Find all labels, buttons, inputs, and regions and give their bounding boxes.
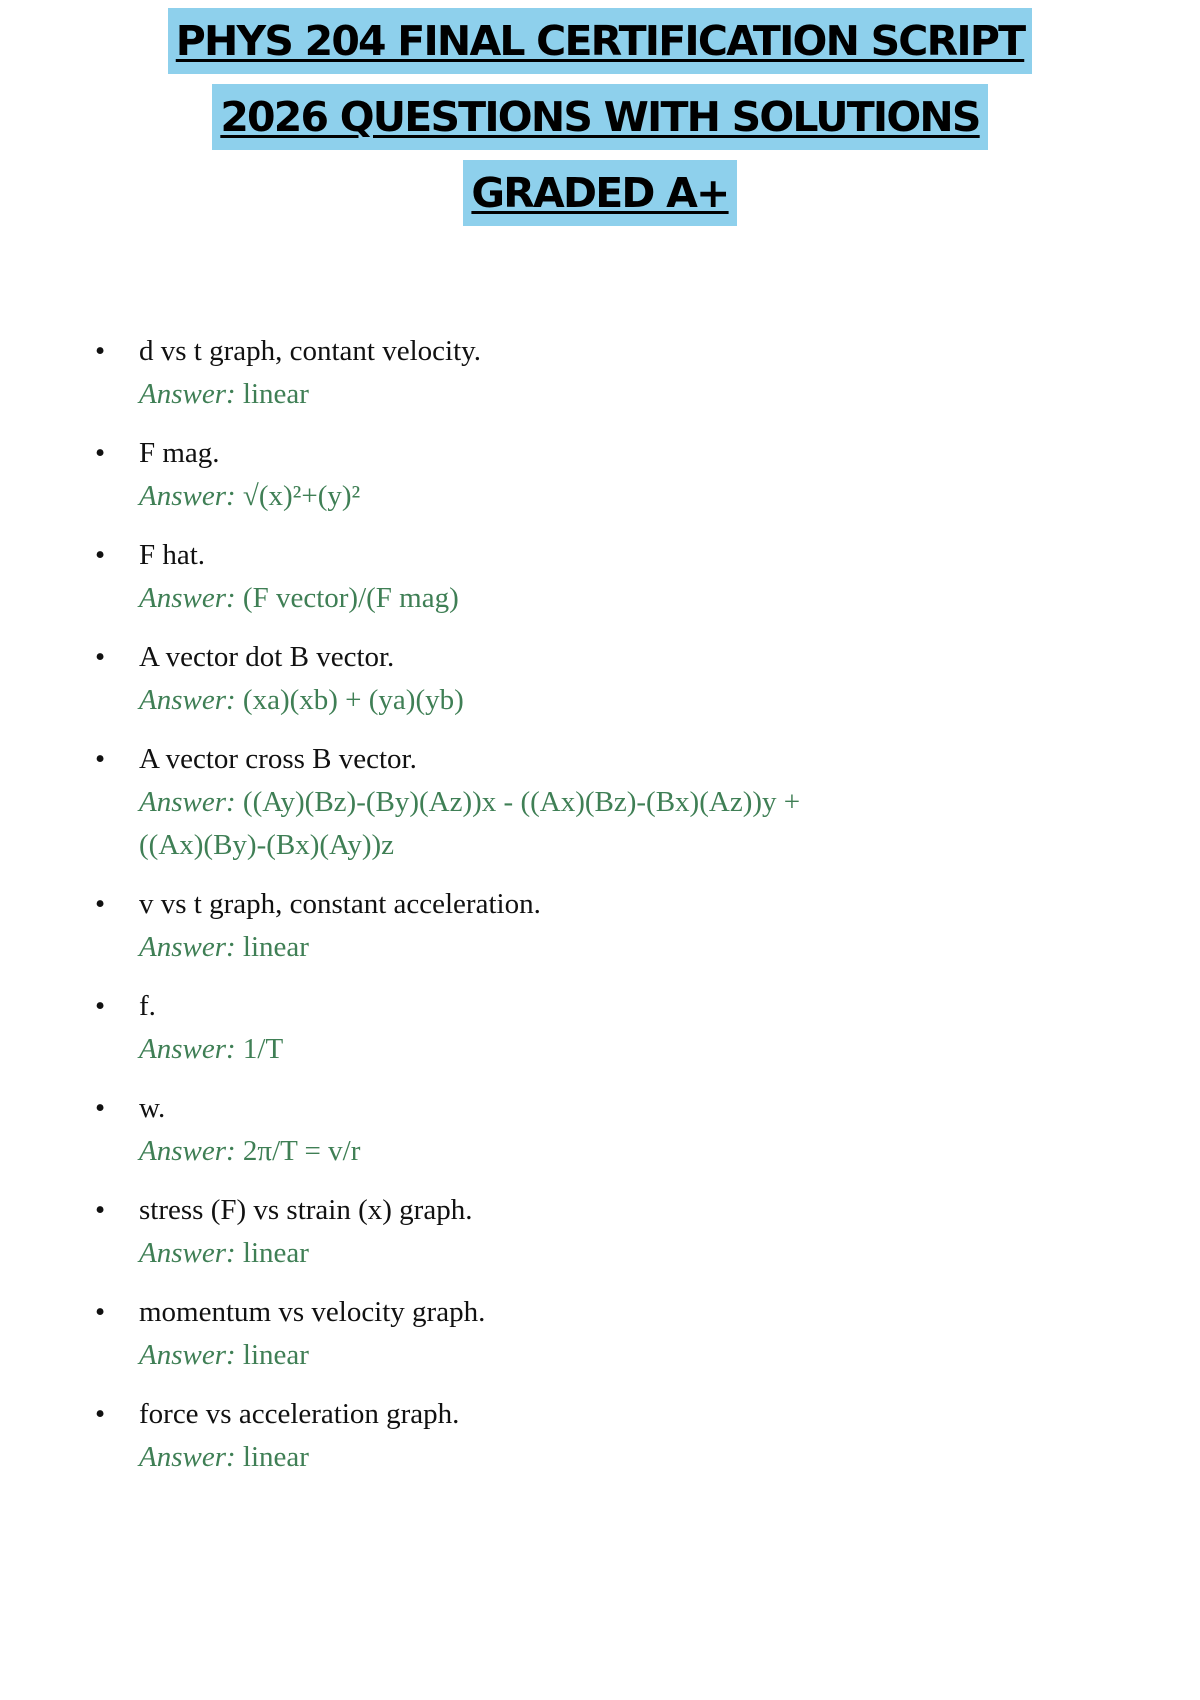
answer-line [139, 373, 1095, 416]
question-text: d vs t graph, contant velocity. [139, 335, 482, 367]
bullet-icon: • [95, 1398, 106, 1430]
question-text: momentum vs velocity graph. [139, 1296, 486, 1328]
title-line-3: GRADED A+ [0, 160, 1200, 226]
question-text: force vs acceleration graph. [139, 1398, 460, 1430]
bullet-icon: • [95, 743, 106, 775]
title-line-1: PHYS 204 FINAL CERTIFICATION SCRIPT [0, 8, 1200, 74]
question-text: F mag. [139, 437, 220, 469]
answer-text: (F vector)/(F mag) [242, 582, 459, 614]
list-item [95, 1087, 1095, 1173]
answer-label: Answer: [139, 378, 236, 410]
answer-line [139, 679, 1095, 722]
answer-line [139, 926, 1095, 969]
answer-line [139, 1130, 1095, 1173]
list-item [95, 432, 1095, 518]
answer-line [139, 1028, 1095, 1071]
answer-label: Answer: [139, 931, 236, 963]
answer-label: Answer: [139, 480, 236, 512]
answer-label: Answer: [139, 1339, 236, 1371]
document-title [0, 8, 1200, 236]
answer-text: linear [242, 1339, 309, 1371]
answer-text: 1/T [242, 1033, 284, 1065]
bullet-icon: • [95, 888, 106, 920]
bullet-icon: • [95, 335, 106, 367]
list-item [95, 985, 1095, 1071]
answer-line [139, 577, 1095, 620]
bullet-icon: • [95, 539, 106, 571]
answer-continuation: ((Ax)(By)-(Bx)(Ay))z [139, 829, 395, 861]
answer-text: linear [242, 1441, 309, 1473]
answer-text: 2π/T = v/r [242, 1135, 361, 1167]
list-item [95, 636, 1095, 722]
answer-line [139, 781, 1095, 824]
list-item [95, 738, 1095, 867]
question-text: v vs t graph, constant acceleration. [139, 888, 541, 920]
bullet-icon: • [95, 990, 106, 1022]
answer-label: Answer: [139, 1237, 236, 1269]
answer-line [139, 1232, 1095, 1275]
list-item [95, 1291, 1095, 1377]
answer-label: Answer: [139, 1135, 236, 1167]
answer-line [139, 475, 1095, 518]
answer-text: linear [242, 1237, 309, 1269]
question-text: stress (F) vs strain (x) graph. [139, 1194, 473, 1226]
list-item [95, 883, 1095, 969]
bullet-icon: • [95, 1092, 106, 1124]
answer-text: linear [242, 931, 309, 963]
bullet-icon: • [95, 641, 106, 673]
list-item [95, 1189, 1095, 1275]
list-item [95, 330, 1095, 416]
answer-text: (xa)(xb) + (ya)(yb) [242, 684, 464, 716]
answer-label: Answer: [139, 684, 236, 716]
answer-text: √(x)²+(y)² [242, 480, 361, 512]
answer-label: Answer: [139, 786, 236, 818]
question-text: w. [139, 1092, 166, 1124]
answer-label: Answer: [139, 1441, 236, 1473]
answer-label: Answer: [139, 1033, 236, 1065]
question-text: A vector cross B vector. [139, 743, 417, 775]
answer-text: linear [242, 378, 309, 410]
answer-text: ((Ay)(Bz)-(By)(Az))x - ((Ax)(Bz)-(Bx)(Az))y + [242, 786, 801, 818]
list-item [95, 534, 1095, 620]
bullet-icon: • [95, 1296, 106, 1328]
bullet-icon: • [95, 437, 106, 469]
question-text: A vector dot B vector. [139, 641, 395, 673]
answer-line [139, 1436, 1095, 1479]
title-line-2: 2026 QUESTIONS WITH SOLUTIONS [0, 84, 1200, 150]
bullet-icon: • [95, 1194, 106, 1226]
list-item [95, 1393, 1095, 1479]
question-text: f. [139, 990, 156, 1022]
answer-line [139, 1334, 1095, 1377]
question-answer-list [95, 330, 1095, 1495]
question-text: F hat. [139, 539, 206, 571]
answer-label: Answer: [139, 582, 236, 614]
